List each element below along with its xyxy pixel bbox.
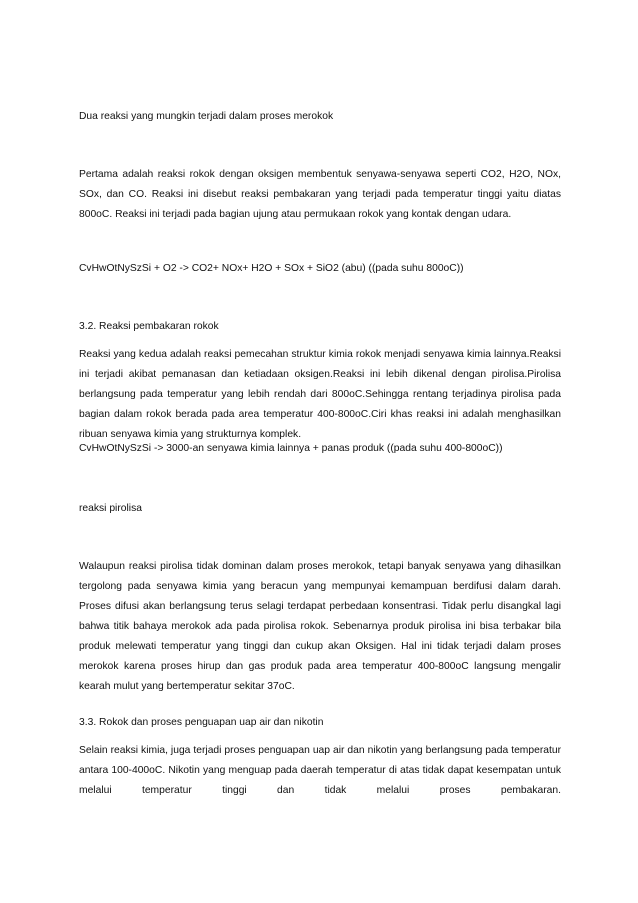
intro-heading: Dua reaksi yang mungkin terjadi dalam proses merokok — [79, 111, 334, 122]
equation-pyrolysis: CvHwOtNySzSi -> 3000-an senyawa kimia lainnya + panas produk ((pada suhu 400-800oC)) — [79, 443, 503, 454]
section-heading-3-3: 3.3. Rokok dan proses penguapan uap air dan nikotin — [79, 717, 324, 728]
paragraph-evaporation: Selain reaksi kimia, juga terjadi proses penguapan uap air dan nikotin yang berlangsung pada temperatur antara 100-400oC. Nikotin yang menguap pada daerah temperatur di atas tidak dapat kesempatan untuk melalui temperatur tinggi dan tidak melalui proses pembakaran. — [79, 745, 561, 796]
section-heading-3-2: 3.2. Reaksi pembakaran rokok — [79, 321, 219, 332]
equation-combustion: CvHwOtNySzSi + O2 -> CO2+ NOx+ H2O + SOx + SiO2 (abu) ((pada suhu 800oC)) — [79, 263, 464, 274]
paragraph-pyrolysis: Reaksi yang kedua adalah reaksi pemecahan struktur kimia rokok menjadi senyawa kimia lainnya.Reaksi ini terjadi akibat pemanasan dan ketiadaan oksigen.Reaksi ini lebih dikenal dengan pirolisa.Pirolisa berlangsung pada temperatur yang lebih rendah dari 800oC.Sehingga rentang terjadinya pirolisa pada bagian dalam rokok berada pada area temperatur 400-800oC.Ciri khas reaksi ini adalah menghasilkan ribuan senyawa kimia yang strukturnya komplek. — [79, 349, 561, 440]
paragraph-combustion-reaction: Pertama adalah reaksi rokok dengan oksigen membentuk senyawa-senyawa seperti CO2, H2O, NOx, SOx, dan CO. Reaksi ini disebut reaksi pembakaran yang terjadi pada temperatur tinggi yaitu diatas 800oC. Reaksi ini terjadi pada bagian ujung atau permukaan rokok yang kontak dengan udara. — [79, 169, 561, 220]
reaction-label: reaksi pirolisa — [79, 503, 142, 514]
paragraph-pyrolysis-danger: Walaupun reaksi pirolisa tidak dominan dalam proses merokok, tetapi banyak senyawa yang dihasilkan tergolong pada senyawa kimia yang beracun yang mempunyai kemampuan berdifusi dalam darah. Proses difusi akan berlangsung terus selagi terdapat perbedaan konsentrasi. Tidak perlu disangkal lagi bahwa titik bahaya merokok ada pada pirolisa rokok. Sebenarnya produk pirolisa ini bisa terbakar bila produk melewati temperatur yang tinggi dan cukup akan Oksigen. Hal ini tidak terjadi dalam proses merokok karena proses hirup dan gas produk pada area temperatur 400-800oC langsung mengalir kearah mulut yang bertemperatur sekitar 37oC. — [79, 561, 561, 692]
